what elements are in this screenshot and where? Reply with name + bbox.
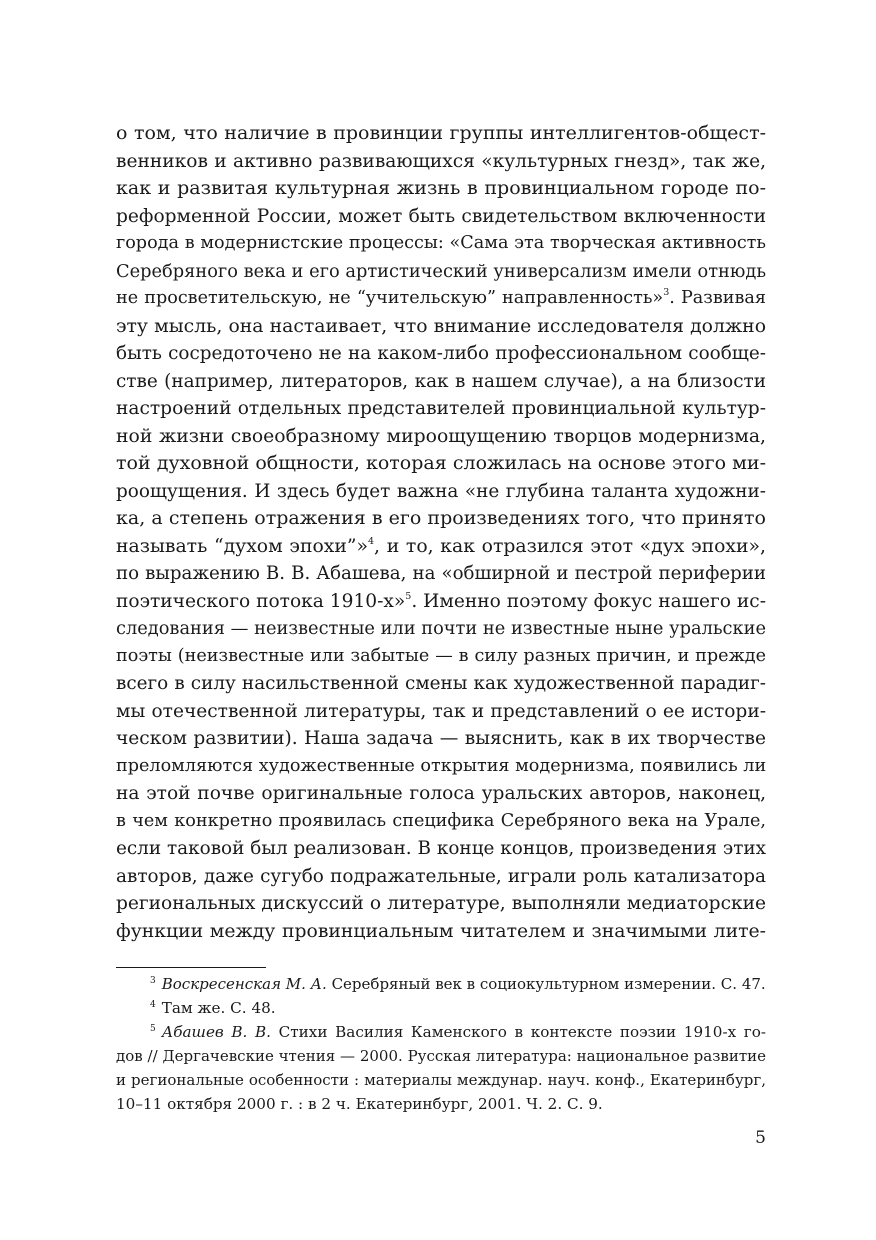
footnote-5-continued: 10–11 октября 2000 г. : в 2 ч. Екатеринбург, 2001. Ч. 2. С. 9. <box>116 1095 603 1113</box>
page-number: 5 <box>755 1128 766 1148</box>
text-line: региональных дискуссий о литературе, выполняли медиаторские <box>116 893 766 914</box>
text-line: авторов, даже сугубо подражательные, играли роль катализатора <box>116 865 766 887</box>
footnote-separator <box>116 967 266 968</box>
text-line: реформенной России, может быть свидетельством включенности <box>116 205 766 227</box>
text-line: роощущения. И здесь будет важна «не глубина таланта художни- <box>116 480 766 502</box>
footnote-reference-4: 4 <box>367 535 375 547</box>
footnote-3 <box>116 972 766 996</box>
text-line <box>116 285 766 313</box>
footnote-number: 5 <box>150 1024 156 1034</box>
footnote-reference-5: 5 <box>405 590 412 602</box>
text-line: эту мысль, она настаивает, что внимание исследователя должно <box>116 315 766 337</box>
footnote-number: 3 <box>150 976 156 986</box>
footnote-4 <box>116 996 766 1020</box>
text-segment: . Развивая <box>669 288 766 308</box>
text-segment: , и то, как отразился этот «дух эпохи», <box>374 535 766 557</box>
text-line: на этой почве оригинальные голоса уральских авторов, наконец, <box>116 783 766 804</box>
text-line: поэты (неизвестные или забытые — в силу разных причин, и прежде <box>116 645 766 666</box>
text-line: если таковой был реализован. В конце концов, произведения этих <box>116 838 766 859</box>
text-line: всего в силу насильственной смены как художественной парадиг- <box>116 673 766 694</box>
text-segment: не просветительскую, не “учительскую” направленность» <box>116 288 664 308</box>
footnote-reference-3: 3 <box>663 287 670 298</box>
text-line: быть сосредоточено не на каком-либо профессиональном сообще- <box>116 343 766 364</box>
text-line: настроений отдельных представителей провинциальной культур- <box>116 398 766 419</box>
text-line <box>116 533 766 561</box>
text-line: стве (например, литераторов, как в нашем случае), а на близости <box>116 370 766 392</box>
text-line: по выражению В. В. Абашева, на «обширной и пестрой периферии <box>116 563 766 584</box>
text-line: ка, а степень отражения в его произведениях того, что принято <box>116 507 766 529</box>
main-text <box>116 120 766 945</box>
text-line: ческом развитии). Наша задача — выяснить, как в их творчестве <box>116 728 766 749</box>
text-line: мы отечественной литературы, так и представлений о ее истори- <box>116 700 766 722</box>
footnote-5 <box>116 1020 766 1044</box>
text-line: той духовной общности, которая сложилась на основе этого ми- <box>116 452 766 474</box>
text-line: Серебряного века и его артистический универсализм имели отнюдь <box>116 260 766 282</box>
text-segment: поэтического потока 1910-х» <box>116 590 406 612</box>
text-line: преломляются художественные открытия модернизма, появились ли <box>116 755 767 776</box>
footnote-number: 4 <box>150 1000 156 1010</box>
text-line: функции между провинциальным читателем и значимыми лите- <box>116 920 766 942</box>
footnote-5-continued: и региональные особенности : материалы междунар. науч. конф., Екатеринбург, <box>116 1071 766 1089</box>
footnote-text: Там же. С. 48. <box>161 999 276 1017</box>
text-line: ной жизни своеобразному мироощущению творцов модернизма, <box>116 425 766 447</box>
footnotes <box>116 972 766 1116</box>
footnote-author: Воскресенская М. А. <box>161 975 327 993</box>
text-line: следования — неизвестные или почти не известные ныне уральские <box>116 618 766 639</box>
text-segment: . Именно поэтому фокус нашего ис- <box>411 590 766 612</box>
text-line: в чем конкретно проявилась специфика Серебряного века на Урале, <box>116 810 766 831</box>
footnote-author: Абашев В. В. <box>161 1023 272 1041</box>
footnote-5-continued: дов // Дергачевские чтения — 2000. Русская литература: национальное развитие <box>116 1047 766 1065</box>
text-segment: называть “духом эпохи”» <box>116 535 368 557</box>
text-line: города в модернистские процессы: «Сама эта творческая активность <box>116 233 766 253</box>
footnote-text: Серебряный век в социокультурном измерении. С. 47. <box>326 975 766 993</box>
text-line <box>116 588 766 616</box>
text-line: венников и активно развивающихся «культурных гнезд», так же, <box>116 150 766 172</box>
text-line: о том, что наличие в провинции группы интеллигентов-общест- <box>116 122 766 144</box>
footnote-text: Стихи Василия Каменского в контексте поэзии 1910-х го- <box>271 1023 766 1041</box>
text-line: как и развитая культурная жизнь в провинциальном городе по- <box>116 177 766 199</box>
